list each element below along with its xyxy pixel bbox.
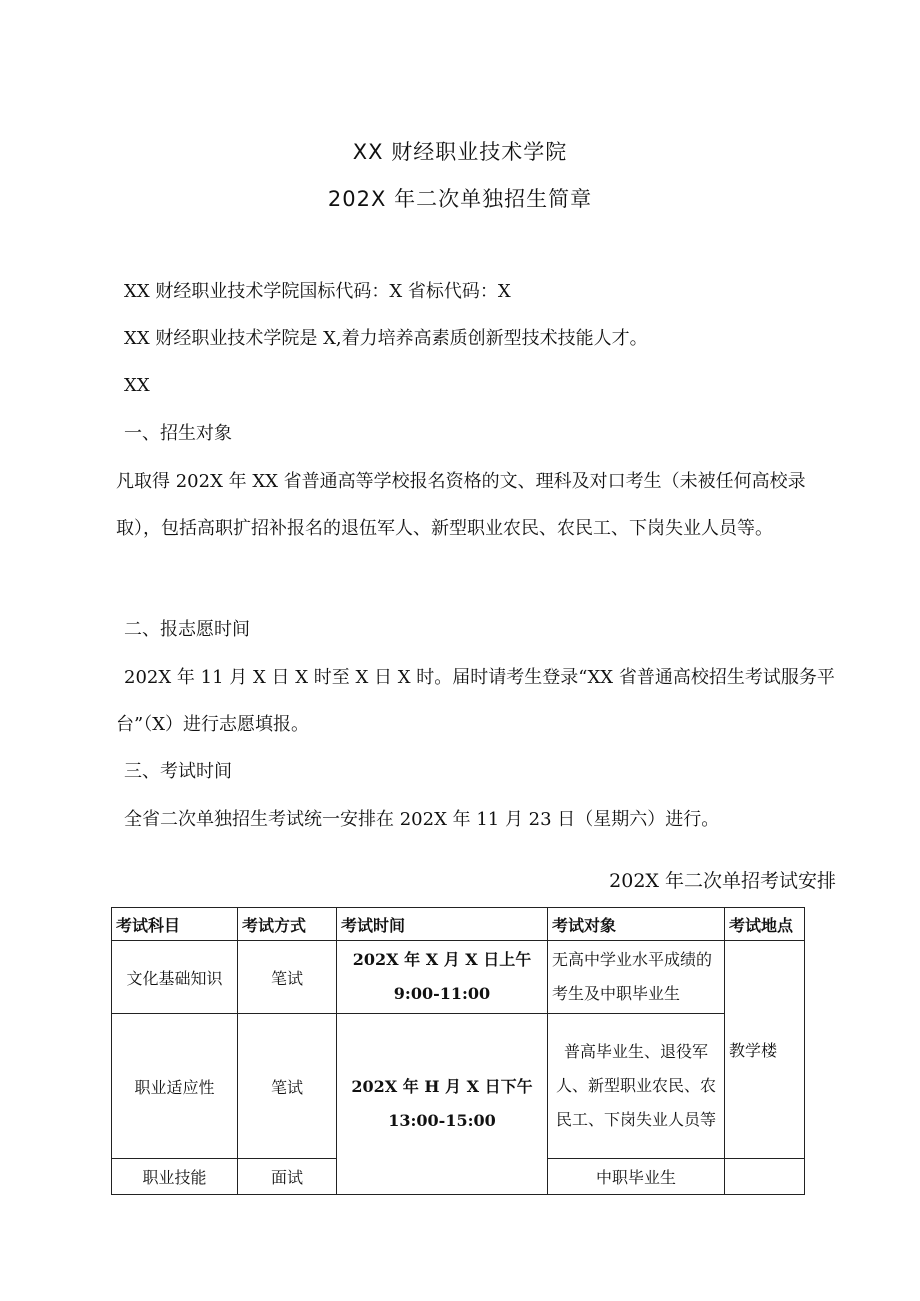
header-target: 考试对象 [548,908,725,941]
document-title-line1: XX 财经职业技术学院 [352,140,568,164]
cell-subject: 文化基础知识 [112,941,238,1014]
section3-body: 全省二次单独招生考试统一安排在 202X 年 11 月 23 日（星期六）进行。 [124,809,720,830]
cell-location-empty [725,1159,805,1195]
intro-paragraph: XX 财经职业技术学院是 X,着力培养高素质创新型技术技能人才。 [124,328,648,349]
section2-heading: 二、报志愿时间 [124,619,250,640]
xx-paragraph: XX [124,375,150,396]
cell-subject: 职业技能 [112,1159,238,1195]
time-date: 202X 年 X 月 X 日上午 [352,950,532,969]
table-caption: 202X 年二次单招考试安排 [609,870,836,892]
cell-subject: 职业适应性 [112,1014,238,1159]
cell-target: 中职毕业生 [548,1159,725,1195]
header-method: 考试方式 [238,908,337,941]
cell-method: 笔试 [238,1014,337,1159]
table-row [112,1014,805,1159]
cell-location: 教学楼 [725,941,805,1159]
section1-heading: 一、招生对象 [124,423,232,444]
table-row [112,941,805,1014]
table-header-row [112,908,805,941]
section1-body: 凡取得 202X 年 XX 省普通高等学校报名资格的文、理科及对口考生（未被任何高校录取），包括高职扩招补报名的退伍军人、新型职业农民、农民工、下岗失业人员等。 [116,471,806,539]
codes-paragraph: XX 财经职业技术学院国标代码：X 省标代码：X [124,281,511,302]
cell-method: 面试 [238,1159,337,1195]
cell-target: 普高毕业生、退役军人、新型职业农民、农民工、下岗失业人员等 [548,1014,725,1159]
header-location: 考试地点 [725,908,805,941]
section3-heading: 三、考试时间 [124,761,232,782]
exam-schedule-table [111,907,805,1195]
time-hours: 13:00-15:00 [388,1111,496,1130]
cell-time [337,1014,548,1195]
time-hours: 9:00-11:00 [393,984,491,1003]
cell-method: 笔试 [238,941,337,1014]
cell-target: 无高中学业水平成绩的考生及中职毕业生 [548,941,725,1014]
header-subject: 考试科目 [112,908,238,941]
time-date: 202X 年 H 月 X 日下午 [351,1077,533,1096]
cell-time [337,941,548,1014]
header-time: 考试时间 [337,908,548,941]
document-title-line2: 202X 年二次单独招生简章 [327,187,593,211]
section2-body: 202X 年 11 月 X 日 X 时至 X 日 X 时。届时请考生登录“XX 省普通高校招生考试服务平台”（X）进行志愿填报。 [116,667,835,735]
